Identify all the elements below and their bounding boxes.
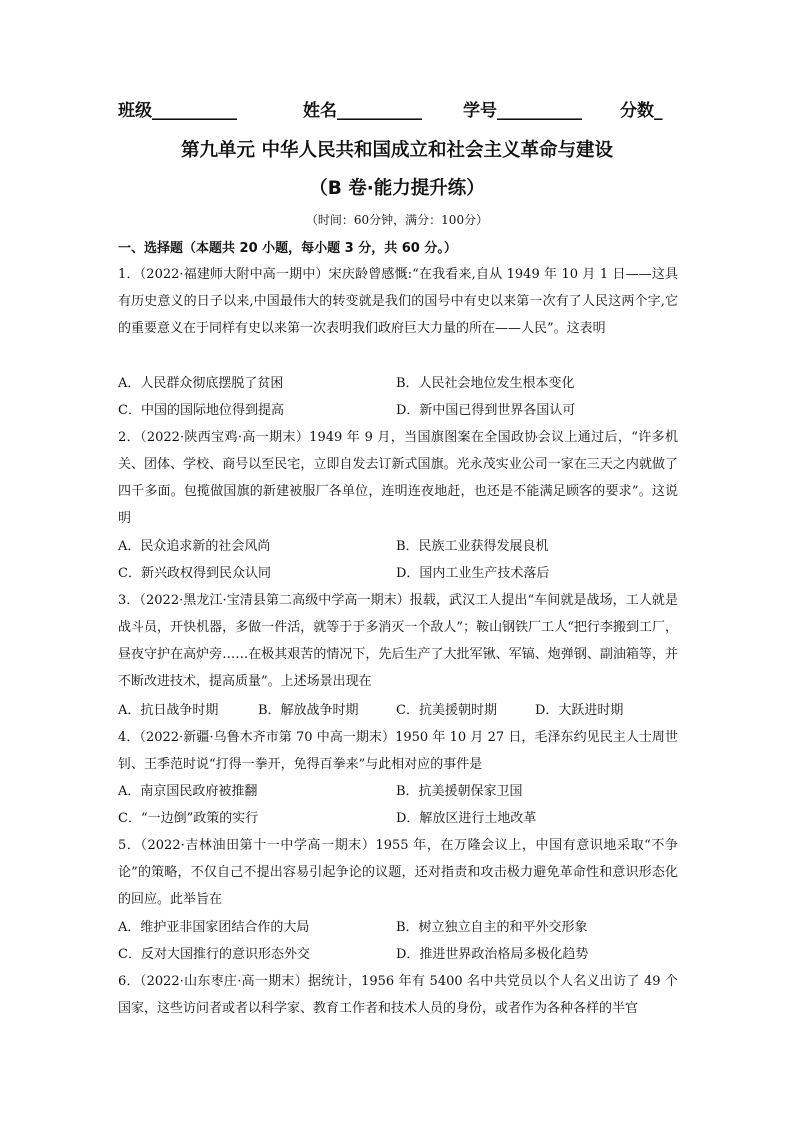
option-c[interactable]: C．中国的国际地位得到提高 xyxy=(118,403,284,418)
question-stem: 1．（2022·福建师大附中高一期中）宋庆龄曾感慨:“在我看来,自从 1949 年 10 月 1 日——这具有历史意义的日子以来,中国最伟大的转变就是我们的国号中有史以来第一次有了人民这两个字,它的重要意义在于同样有史以来第一次表明我们政府巨大力量的所在——人民”。这表明 xyxy=(118,267,678,336)
option-a[interactable]: A．抗日战争时期 xyxy=(118,703,219,718)
option-d[interactable]: D．解放区进行土地改革 xyxy=(396,811,537,826)
option-d[interactable]: D．国内工业生产技术落后 xyxy=(396,566,550,581)
question-stem: 3．（2022·黑龙江·宝清县第二高级中学高一期末）报载，武汉工人提出“车间就是战场，工人就是战斗员，开快机器，多做一件活，就等于于多消灭一个敌人”；鞍山钢铁厂工人“把行李搬到工厂，昼夜守护在高炉旁……在极其艰苦的情况下，先后生产了大批军锹、军镐、炮弹钢、副油箱等，并不断改进技术，提高质量”。上述场景出现在 xyxy=(118,593,678,689)
option-b[interactable]: B．人民社会地位发生根本变化 xyxy=(396,376,575,391)
option-a[interactable]: A．南京国民政府被推翻 xyxy=(118,784,258,799)
option-c[interactable]: C．反对大国推行的意识形态外交 xyxy=(118,947,310,962)
question-stem: 4．（2022·新疆·乌鲁木齐市第 70 中高一期末）1950 年 10 月 27 日，毛泽东约见民主人士周世钊、王季范时说“打得一拳开，免得百拳来”与此相对应的事件是 xyxy=(118,730,678,772)
option-d[interactable]: D．新中国已得到世界各国认可 xyxy=(396,403,576,418)
option-c[interactable]: C．抗美援朝时期 xyxy=(396,703,497,718)
volume-subtitle: （B 卷·能力提升练） xyxy=(309,178,485,199)
option-c[interactable]: C．“一边倒”政策的实行 xyxy=(118,811,259,826)
option-d[interactable]: D．推进世界政治格局多极化趋势 xyxy=(396,947,589,962)
question-stem: 5．（2022·吉林油田第十一中学高一期末）1955 年，在万隆会议上，中国有意识地采取“不争论”的策略，不仅自己不提出容易引起争论的议题，还对指责和攻击极力避免革命性和意识形态化的回应。此举旨在 xyxy=(118,838,678,907)
option-b[interactable]: B．树立独立自主的和平外交形象 xyxy=(396,920,588,935)
option-d[interactable]: D．大跃进时期 xyxy=(535,703,624,718)
score-field[interactable]: 分数_ xyxy=(620,101,663,121)
option-c[interactable]: C．新兴政权得到民众认同 xyxy=(118,566,271,581)
option-b[interactable]: B．解放战争时期 xyxy=(258,703,359,718)
option-b[interactable]: B．民族工业获得发展良机 xyxy=(396,539,549,554)
student-id-field[interactable]: 学号__________ xyxy=(463,101,582,121)
option-b[interactable]: B．抗美援朝保家卫国 xyxy=(396,784,523,799)
question-stem: 6．（2022·山东枣庄·高一期末）据统计，1956 年有 5400 名中共党员以个人名义出访了 49 个国家，这些访问者或者以科学家、教育工作者和技术人员的身份，或者作为各种各样的半官 xyxy=(118,974,678,1016)
name-field[interactable]: 姓名__________ xyxy=(303,101,422,121)
option-a[interactable]: A．维护亚非国家团结合作的大局 xyxy=(118,920,310,935)
student-info-row xyxy=(118,96,678,126)
option-a[interactable]: A．民众追求新的社会风尚 xyxy=(118,539,271,554)
section-heading: 一、选择题（本题共 20 小题，每小题 3 分，共 60 分。） xyxy=(118,241,457,256)
unit-title: 第九单元 中华人民共和国成立和社会主义革命与建设 xyxy=(181,140,613,161)
option-a[interactable]: A．人民群众彻底摆脱了贫困 xyxy=(118,376,284,391)
time-info: （时间：60分钟，满分：100分） xyxy=(305,213,489,227)
class-field[interactable]: 班级__________ xyxy=(118,101,237,121)
question-stem: 2．（2022·陕西宝鸡·高一期末）1949 年 9 月，当国旗图案在全国政协会议上通过后，“许多机关、团体、学校、商号以至民宅，立即自发去订新式国旗。光永茂实业公司一家在三天之内就做了四千多面。包揽做国旗的新建被服厂各单位，连明连夜地赶，也还是不能满足顾客的要求”。这说明 xyxy=(118,430,678,526)
